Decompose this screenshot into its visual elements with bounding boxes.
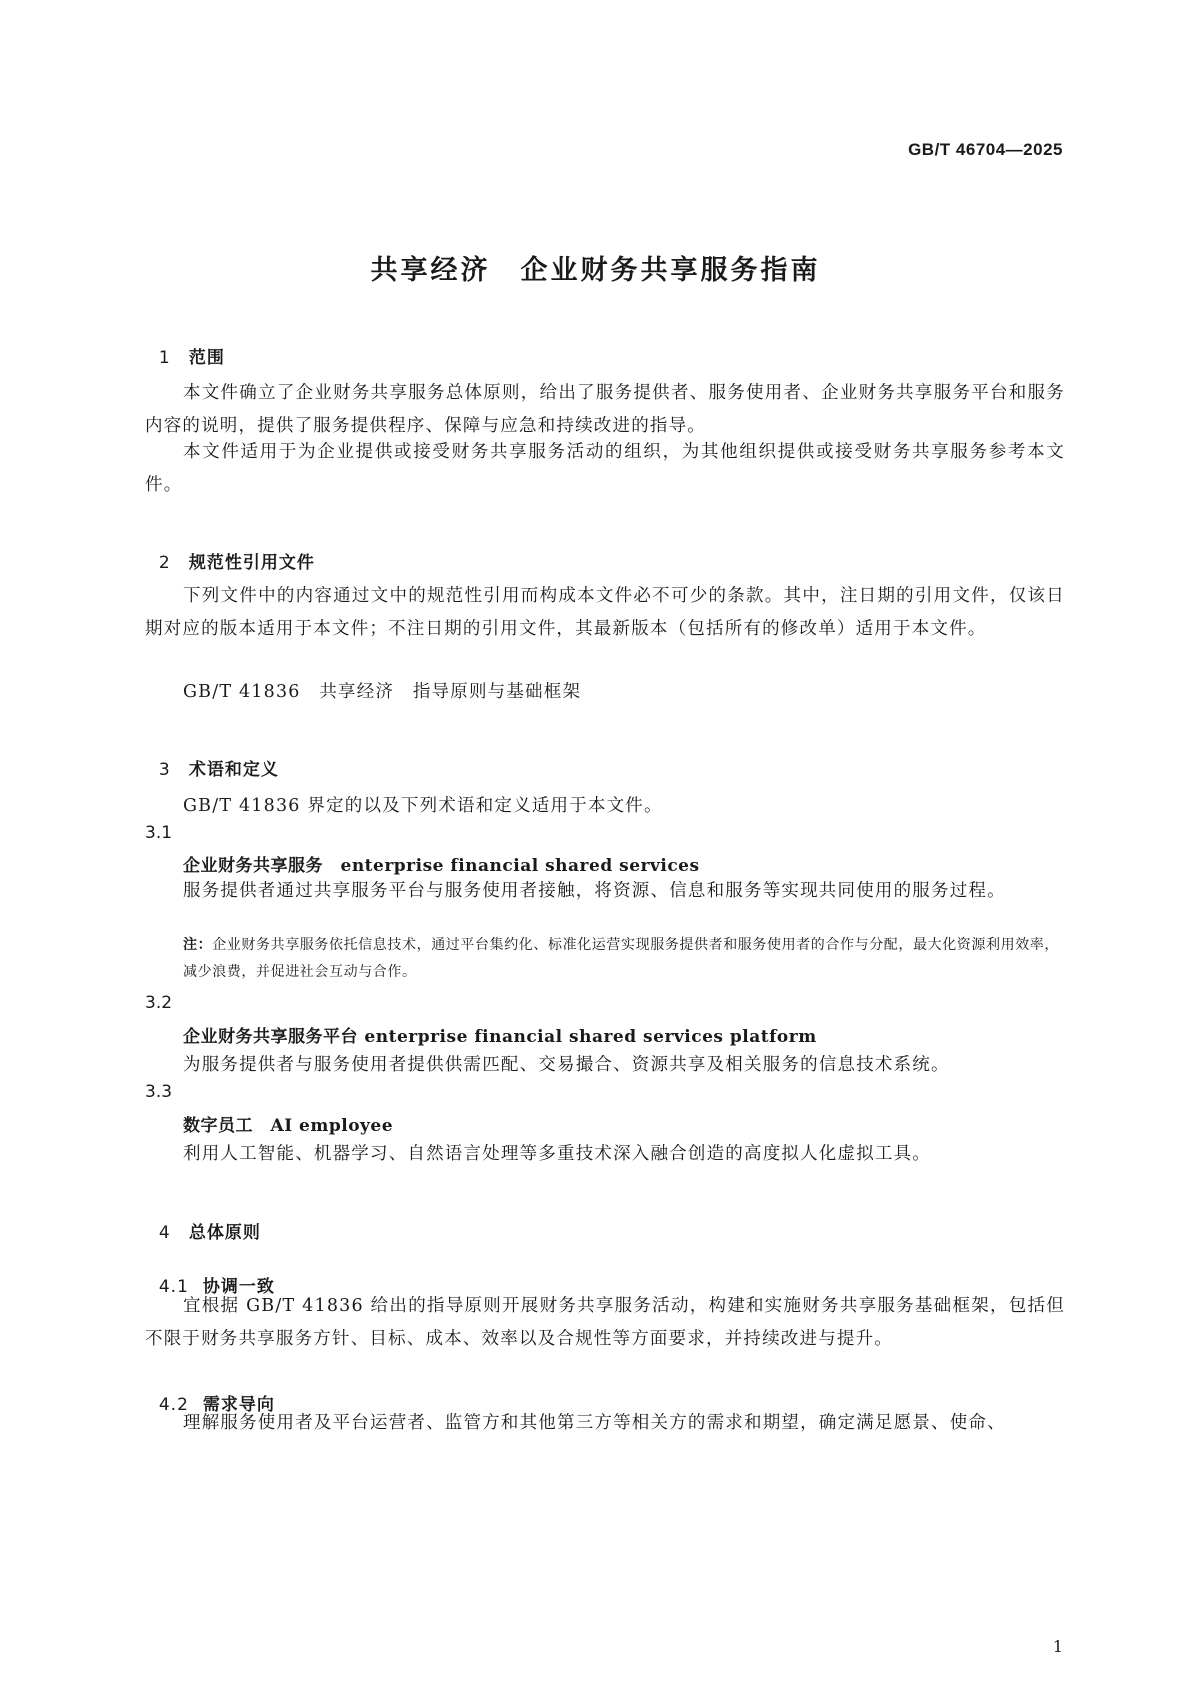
subsection-4-2-paragraph: 理解服务使用者及平台运营者、监管方和其他第三方等相关方的需求和期望，确定满足愿景、使命、 [183,1413,1006,1433]
term-number: 3.1 [145,823,173,843]
section-title: 范围 [188,348,225,368]
subsection-number: 4.1 [158,1277,189,1297]
document-code: GB/T 46704—2025 [908,140,1063,159]
section-title: 总体原则 [188,1223,261,1243]
term-number: 3.3 [145,1082,173,1102]
term-definition: 为服务提供者与服务使用者提供供需匹配、交易撮合、资源共享及相关服务的信息技术系统。 [183,1055,950,1075]
subsection-4-1-paragraph: 宜根据 GB/T 41836 给出的指导原则开展财务共享服务活动，构建和实施财务共享服务基础框架，包括但不限于财务共享服务方针、目标、成本、效率以及合规性等方面要求，并持续改进与提升。 [145,1296,1065,1349]
term-title: 企业财务共享服务平台 enterprise financial shared services platform [183,1027,817,1047]
section-number: 2 [158,553,171,573]
section-4-heading [145,1198,261,1243]
section-number: 4 [158,1223,171,1243]
term-definition: 服务提供者通过共享服务平台与服务使用者接触，将资源、信息和服务等实现共同使用的服务过程。 [183,881,1006,901]
terms-intro: GB/T 41836 界定的以及下列术语和定义适用于本文件。 [183,796,663,816]
section-title: 规范性引用文件 [188,553,315,573]
term-note [183,932,1065,986]
section-2-paragraph-1: 下列文件中的内容通过文中的规范性引用而构成本文件必不可少的条款。其中，注日期的引用文件，仅该日期对应的版本适用于本文件；不注日期的引用文件，其最新版本（包括所有的修改单）适用于本文件。 [145,586,1065,639]
term-number: 3.2 [145,993,173,1013]
term-title: 数字员工 AI employee [183,1116,394,1136]
subsection-number: 4.2 [158,1395,189,1415]
term-definition: 利用人工智能、机器学习、自然语言处理等多重技术深入融合创造的高度拟人化虚拟工具。 [183,1144,931,1164]
page-number: 1 [1052,1637,1063,1656]
section-1-heading [145,323,225,368]
section-1-paragraph-2: 本文件适用于为企业提供或接受财务共享服务活动的组织，为其他组织提供或接受财务共享服务参考本文件。 [145,442,1065,495]
section-number: 3 [158,760,171,780]
section-2-heading [145,528,315,573]
subsection-title: 需求导向 [202,1395,275,1415]
section-1-paragraph-1: 本文件确立了企业财务共享服务总体原则，给出了服务提供者、服务使用者、企业财务共享服务平台和服务内容的说明，提供了服务提供程序、保障与应急和持续改进的指导。 [145,383,1065,436]
note-text: 企业财务共享服务依托信息技术，通过平台集约化、标准化运营实现服务提供者和服务使用者的合作与分配，最大化资源利用效率，减少浪费，并促进社会互动与合作。 [183,937,1059,980]
document-title: 共享经济 企业财务共享服务指南 [370,255,821,286]
section-3-heading [145,735,279,780]
section-number: 1 [158,348,171,368]
normative-reference: GB/T 41836 共享经济 指导原则与基础框架 [183,682,582,702]
subsection-title: 协调一致 [202,1277,275,1297]
term-title: 企业财务共享服务 enterprise financial shared services [183,856,700,876]
section-title: 术语和定义 [188,760,279,780]
note-label: 注： [183,937,213,953]
